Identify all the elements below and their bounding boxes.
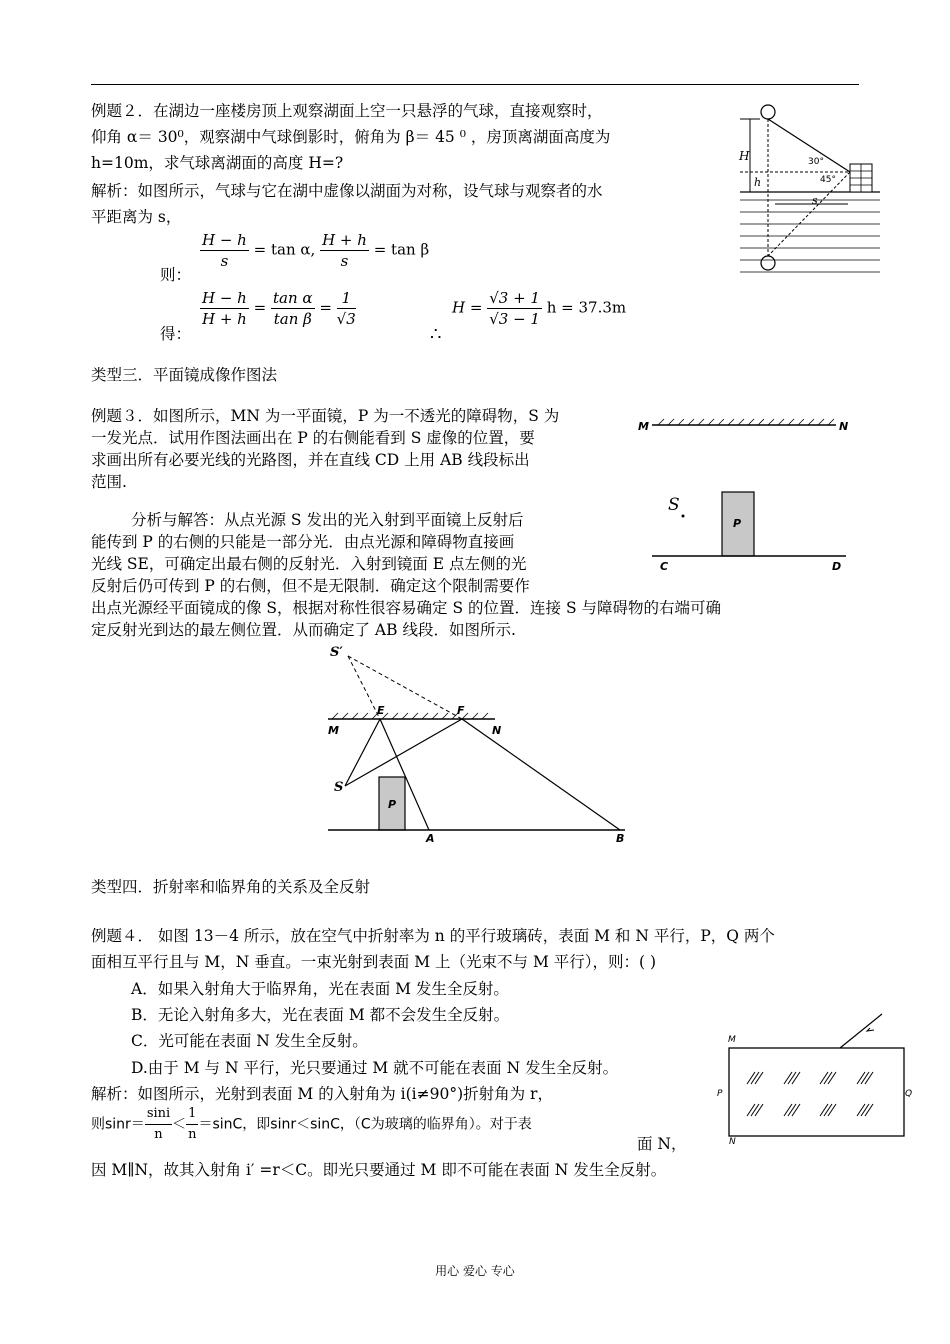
ana2-prefix: 则sinr＝ (91, 1116, 145, 1133)
frac-2c-num: 1 (337, 288, 356, 309)
frac-2c-den: √3 (336, 310, 356, 328)
ex2-analysis-line2: 平距离为 s， (91, 208, 182, 226)
glass-slab-figure (712, 1010, 912, 1150)
ex3-answer-line1: 分析与解答：从点光源 S 发出的光入射到平面镜上反射后 (131, 511, 524, 529)
frac-sini-num: sini (145, 1104, 172, 1125)
fig2-label-Sprime: S′ (330, 645, 343, 660)
fig-label-h: h (754, 176, 762, 189)
frac-2b (271, 288, 315, 329)
frac-2b-den: tan β (273, 310, 312, 328)
fig2-label-S: S (334, 780, 344, 795)
eq3-rhs: h = 37.3m (546, 298, 627, 317)
fig-label-s: s (812, 194, 818, 207)
fig2-label-E: E (377, 704, 385, 717)
ex2-equation-2: $\frac{H - h}{H + h}$ = $\frac{\text{tan α}}{\text{tan β}}$ = $\frac{1}{√3}$ (202, 289, 356, 328)
ex2-de-label: 得： (160, 325, 192, 343)
frac-1b-num: H + h (322, 231, 367, 249)
fig1-label-M: M (638, 420, 649, 433)
fig2-label-B: B (616, 832, 625, 845)
frac-1-num: 1 (186, 1104, 198, 1125)
ex4-line2: 面相互平行且与 M，N 垂直。一束光射到表面 M 上（光束不与 M 平行），则：( ) (91, 953, 657, 971)
incident-ray (840, 1014, 882, 1048)
ex4-analysis-surface-N: 面 N， (637, 1135, 687, 1153)
ex2-ze-label: 则： (160, 266, 192, 284)
frac-1a-den: s (220, 252, 229, 270)
ex2-equation-1 (200, 230, 429, 271)
ex4-option-B: B．无论入射角多大，光在表面 M 都不会发生全反射。 (131, 1006, 510, 1024)
light-source-dot (682, 515, 685, 518)
fig2-label-A: A (426, 832, 435, 845)
frac-3-den: √3 − 1 (489, 310, 540, 328)
ex3-line4: 范围. (91, 473, 127, 491)
frac-2b-num: tan α (273, 289, 313, 307)
ex2-line3: h=10m，求气球离湖面的高度 H=? (91, 154, 344, 172)
fig-label-H: H (739, 149, 750, 163)
frac-1a (200, 230, 249, 271)
ex3-answer-line2: 能传到 P 的右侧的只能是一部分光．由点光源和障碍物直接画 (91, 533, 515, 551)
fig2-label-N: N (492, 724, 502, 737)
ex2-line1: 例题２．在湖边一座楼房顶上观察湖面上空一只悬浮的气球，直接观察时， (91, 102, 603, 120)
ex3-line2: 一发光点．试用作图法画出在 P 的右侧能看到 S 虚像的位置，要 (91, 429, 535, 447)
frac-1-n (186, 1104, 198, 1145)
frac-2a-num: H − h (202, 289, 247, 307)
balloon-image-icon (761, 256, 775, 270)
ex3-line3: 求画出所有必要光线的光路图，并在直线 CD 上用 AB 线段标出 (91, 451, 530, 469)
fig2-label-P: P (388, 798, 397, 811)
ex4-line1: 例题４． 如图 13－4 所示，放在空气中折射率为 n 的平行玻璃砖，表面 M 和 N 平行，P，Q 两个 (91, 927, 775, 945)
less-than: ＜ (172, 1116, 187, 1133)
mirror-problem-figure (636, 410, 856, 580)
ex2-analysis-line1: 解析：如图所示，气球与它在湖中虚像以湖面为对称，设气球与观察者的水 (91, 182, 603, 200)
eq1b-rhs: = tan β (373, 240, 430, 259)
type3-heading: 类型三．平面镜成像作图法 (91, 366, 278, 384)
frac-3-num: √3 + 1 (489, 289, 540, 307)
fig4-label-Q: Q (905, 1089, 912, 1099)
frac-sini-den: n (154, 1127, 163, 1142)
balloon-lake-figure (730, 100, 880, 280)
frac-3 (487, 288, 542, 329)
type4-heading: 类型四．折射率和临界角的关系及全反射 (91, 878, 371, 896)
fig1-label-D: D (832, 560, 842, 573)
ray-diagram-figure (320, 636, 630, 848)
fig1-label-C: C (660, 560, 669, 573)
frac-2c (337, 288, 356, 329)
fig-label-45: 45° (820, 175, 836, 185)
fig4-label-P: P (717, 1089, 723, 1099)
eq3-lhs: H = (452, 298, 483, 317)
eq1a-rhs: = tan α, (253, 240, 316, 259)
frac-1b (320, 230, 369, 271)
frac-sini-n (145, 1104, 172, 1145)
ex4-option-D: D.由于 M 与 N 平行，光只要通过 M 就不可能在表面 N 发生全反射。 (131, 1059, 619, 1077)
fig2-label-F: F (457, 704, 465, 717)
frac-2a (200, 288, 249, 329)
ex4-analysis-line2 (91, 1104, 532, 1145)
page-footer: 用心 爱心 专心 (435, 1264, 515, 1278)
therefore-symbol: ∴ (430, 324, 442, 345)
glass-slab (729, 1048, 904, 1136)
ex3-answer-line5: 出点光源经平面镜成的像 S，根据对称性很容易确定 S 的位置．连接 S 与障碍物的右端可确 (91, 599, 721, 617)
header-rule (91, 84, 859, 85)
ex2-equation-3 (452, 288, 626, 329)
ex3-answer-line4: 反射后仍可传到 P 的右侧，但不是无限制．确定这个限制需要作 (91, 577, 530, 595)
fig4-label-M: M (728, 1035, 736, 1045)
ex3-answer-line6: 定反射光到达的最左侧位置．从而确定了 AB 线段．如图所示. (91, 621, 516, 639)
ex3-answer-line3: 光线 SE，可确定出最右侧的反射光．入射到镜面 E 点左侧的光 (91, 555, 527, 573)
ex4-analysis-line1: 解析：如图所示，光射到表面 M 的入射角为 i(i≠90°)折射角为 r， (91, 1085, 553, 1103)
frac-1b-den: s (340, 252, 349, 270)
arrow-icon (867, 1028, 874, 1031)
balloon-icon (761, 105, 775, 119)
frac-1a-num: H − h (202, 231, 247, 249)
fig2-label-M: M (328, 724, 339, 737)
ex3-line1: 例题３．如图所示，MN 为一平面镜，P 为一不透光的障碍物，S 为 (91, 407, 560, 425)
ex4-option-A: A．如果入射角大于临界角，光在表面 M 发生全反射。 (131, 980, 509, 998)
frac-1-den: n (188, 1127, 197, 1142)
ex4-option-C: C．光可能在表面 N 发生全反射。 (131, 1032, 368, 1050)
ana2-suffix: ＝sinC，即sinr＜sinC，（C为玻璃的临界角）。对于表 (198, 1116, 532, 1133)
fig4-label-N: N (729, 1137, 736, 1147)
fig1-label-S: S (668, 495, 680, 515)
frac-2a-den: H + h (202, 310, 247, 328)
ex2-line2: 仰角 α＝ 30⁰，观察湖中气球倒影时，俯角为 β＝ 45 ⁰ ，房顶离湖面高度为 (91, 128, 611, 146)
fig-label-30: 30° (808, 157, 824, 167)
fig1-label-N: N (839, 420, 849, 433)
ex4-analysis-line3: 因 M∥N，故其入射角 i′ =r＜C。即光只要通过 M 即不可能在表面 N 发生全反射。 (91, 1161, 667, 1179)
fig1-label-P: P (733, 517, 742, 530)
